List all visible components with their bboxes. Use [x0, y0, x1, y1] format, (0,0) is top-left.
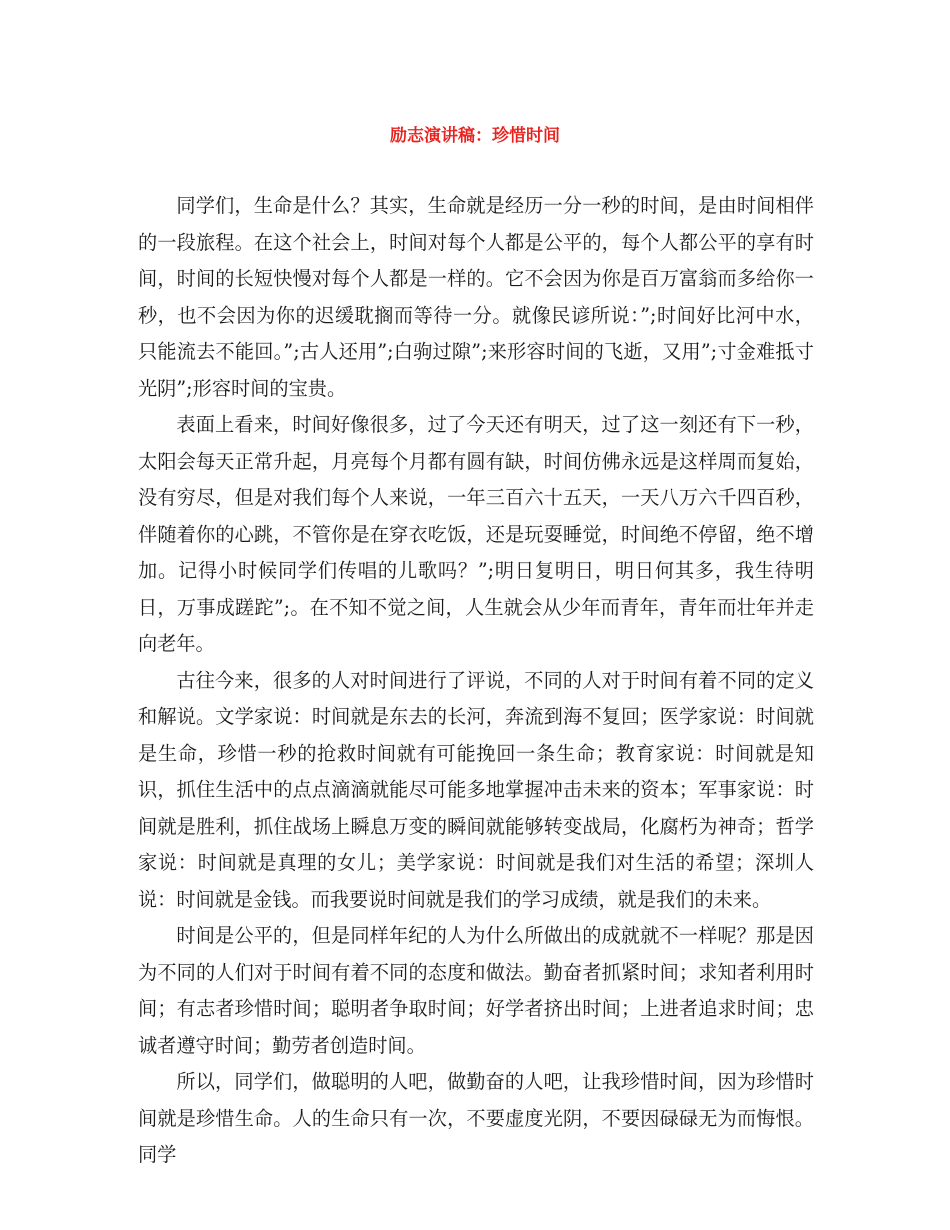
paragraph: 所以，同学们，做聪明的人吧，做勤奋的人吧，让我珍惜时间，因为珍惜时间就是珍惜生命。人的生命只有一次，不要虚度光阴，不要因碌碌无为而悔恨。同学 — [138, 1070, 814, 1166]
paragraph: 表面上看来，时间好像很多，过了今天还有明天，过了这一刻还有下一秒，太阳会每天正常升起，月亮每个月都有圆有缺，时间仿佛永远是这样周而复始，没有穷尽，但是对我们每个人来说，一年三百六十五天，一天八万六千四百秒，伴随着你的心跳，不管你是在穿衣吃饭，还是玩耍睡觉，时间绝不停留，绝不增加。记得小时候同学们传唱的儿歌吗？”;明日复明日，明日何其多，我生待明日，万事成蹉跎”;。在不知不觉之间，人生就会从少年而青年，青年而壮年并走向老年。 — [138, 413, 814, 655]
document-body — [138, 188, 814, 1174]
document-title: 励志演讲稿：珍惜时间 — [390, 126, 560, 146]
paragraph: 古往今来，很多的人对时间进行了评说，不同的人对于时间有着不同的定义和解说。文学家说：时间就是东去的长河，奔流到海不复回；医学家说：时间就是生命，珍惜一秒的抢救时间就有可能挽回一条生命；教育家说：时间就是知识，抓住生活中的点点滴滴就能尽可能多地掌握冲击未来的资本；军事家说：时间就是胜利，抓住战场上瞬息万变的瞬间就能够转变战局，化腐朽为神奇；哲学家说：时间就是真理的女儿；美学家说：时间就是我们对生活的希望；深圳人说：时间就是金钱。而我要说时间就是我们的学习成绩，就是我们的未来。 — [138, 668, 814, 911]
paragraph: 时间是公平的，但是同样年纪的人为什么所做出的成就就不一样呢？那是因为不同的人们对于时间有着不同的态度和做法。勤奋者抓紧时间；求知者利用时间；有志者珍惜时间；聪明者争取时间；好学者挤出时间；上进者追求时间；忠诚者遵守时间；勤劳者创造时间。 — [138, 924, 814, 1057]
paragraph: 同学们，生命是什么？其实，生命就是经历一分一秒的时间，是由时间相伴的一段旅程。在这个社会上，时间对每个人都是公平的，每个人都公平的享有时间，时间的长短快慢对每个人都是一样的。它不会因为你是百万富翁而多给你一秒，也不会因为你的迟缓耽搁而等待一分。就像民谚所说：”;时间好比河中水，只能流去不能回。”;古人还用”;白驹过隙”;来形容时间的飞逝，又用”;寸金难抵寸光阴”;形容时间的宝贵。 — [138, 194, 814, 400]
